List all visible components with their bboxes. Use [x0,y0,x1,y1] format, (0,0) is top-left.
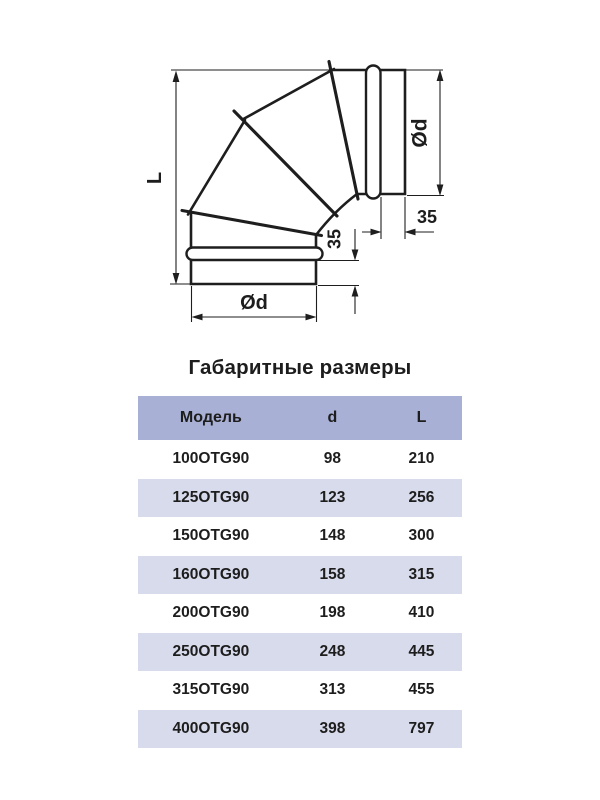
table-row [138,710,462,749]
table-header-row [138,396,462,440]
outlet-straight-length-label: 35 [416,207,438,227]
header-d: d [327,409,338,426]
arrow-right-icon [371,229,382,236]
d-cell: 123 [319,488,346,506]
d-cell: 158 [319,565,346,583]
model-cell: 150OTG90 [172,527,250,545]
d-cell: 148 [319,527,346,545]
arrow-right-icon [306,314,317,321]
model-cell: 400OTG90 [172,719,250,737]
l-cell: 455 [408,681,435,699]
gore-joint-line-1 [182,211,322,236]
l-cell: 445 [408,642,435,660]
d-cell: 198 [319,604,346,622]
model-cell: 100OTG90 [172,450,250,468]
arrow-down-icon [173,273,180,285]
model-cell: 315OTG90 [172,681,250,699]
model-cell: 250OTG90 [172,642,250,660]
inlet-diameter-label: Ød [240,292,268,314]
gore-joint-line-3 [329,62,358,200]
table-row [138,517,462,556]
l-cell: 210 [408,450,435,468]
arrow-down-icon [352,250,359,261]
elbow-dimension-drawing [0,0,600,340]
model-cell: 200OTG90 [172,604,250,622]
elbow-drawing-svg [0,0,600,340]
elbow-body [182,62,405,285]
table-row [138,594,462,633]
gore2-outer-edge [243,69,335,120]
arrow-left-icon [405,229,416,236]
section-title: Габаритные размеры [188,356,412,379]
d-cell: 398 [319,719,346,737]
table-row [138,556,462,595]
header-l: L [416,409,427,426]
gore-joint-line-2 [234,111,337,216]
l-cell: 256 [408,488,435,506]
l-cell: 315 [408,565,435,583]
outlet-pipe-bead [366,66,381,199]
model-cell: 125OTG90 [172,488,250,506]
table-row [138,633,462,672]
d-cell: 248 [319,642,346,660]
arrow-down-icon [437,185,444,197]
inlet-pipe-bead [187,248,323,261]
header-model: Модель [179,409,242,426]
model-cell: 160OTG90 [172,565,250,583]
length-label: L [144,171,166,185]
table-row [138,440,462,479]
d-cell: 313 [319,681,346,699]
table-row [138,479,462,518]
gore1-outer-edge [188,120,245,215]
outlet-diameter-label: Ød [408,118,432,148]
dimensions-table [138,396,462,748]
l-cell: 300 [408,527,435,545]
arrow-up-icon [437,70,444,82]
arrow-up-icon [352,286,359,297]
inlet-straight-length-label: 35 [324,228,345,250]
arrow-up-icon [173,71,180,83]
table-row [138,671,462,710]
d-cell: 98 [323,450,342,468]
l-cell: 797 [408,719,435,737]
l-cell: 410 [408,604,435,622]
arrow-left-icon [192,314,203,321]
